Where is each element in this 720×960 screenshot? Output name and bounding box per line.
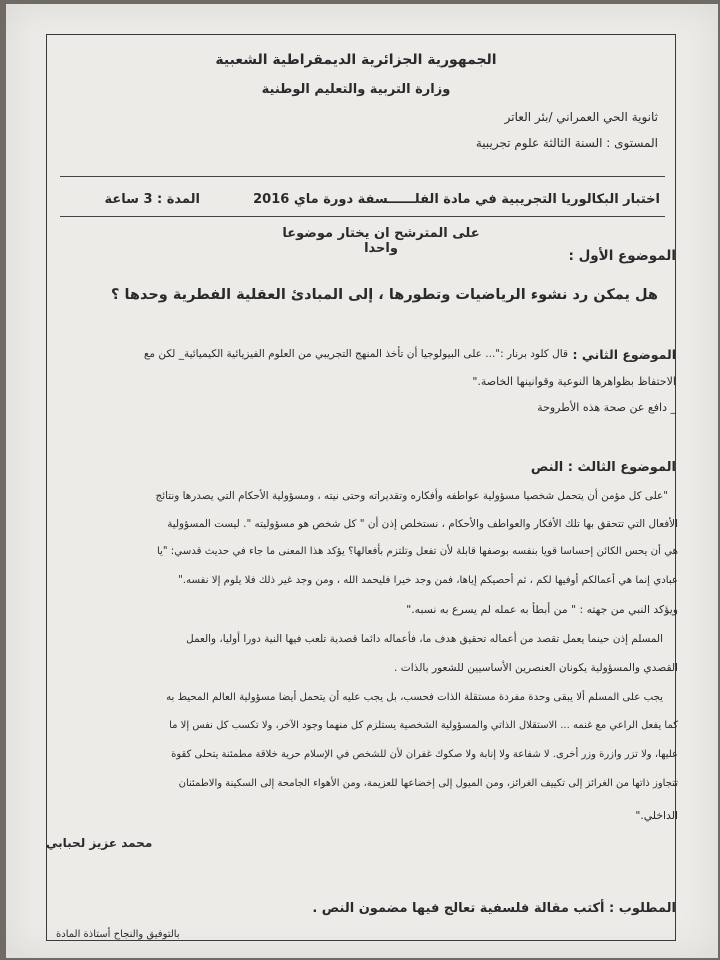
header-divider bbox=[60, 176, 665, 177]
exam-instruction: على المترشح ان يختار موضوعا واحدا bbox=[282, 226, 480, 256]
ministry-heading: وزارة التربية والتعليم الوطنية bbox=[261, 82, 451, 97]
topic2-task: _ دافع عن صحة هذه الأطروحة bbox=[537, 401, 676, 414]
essay-task: المطلوب : أكتب مقالة فلسفية تعالج فيها مضمون النص . bbox=[312, 901, 676, 916]
topic3-text-line: هي أن يحس الكائن إحساسا قويا بنفسه بوصفها قابلة لأن تفعل وتلتزم بأفعالها؟ يؤكد هذا المعنى ما جاء في حديث قدسي: "يا bbox=[156, 546, 678, 557]
topic1-question: هل يمكن رد نشوء الرياضيات وتطورها ، إلى المبادئ العقلية الفطرية وحدها ؟ bbox=[111, 287, 658, 303]
exam-title: اختبار البكالوريا التجريبية في مادة الفلــــــسفة دورة ماي 2016 bbox=[253, 192, 660, 207]
topic3-text-line: عبادي إنما هي أعمالكم أوفيها لكم ، ثم أحصيكم إياها، فمن وجد خيرا فليحمد الله ، ومن وجد غير ذلك فلا يلوم إلا نفسه." bbox=[178, 575, 678, 586]
topic3-text-line: الأفعال التي تتحقق بها تلك الأفكار والعواطف والأحكام ، نستخلص إذن أن " كل شخص هو مسؤوليته ". ليست المسؤولية bbox=[167, 518, 678, 530]
topic3-text-line: "على كل مؤمن أن يتحمل شخصيا مسؤولية عواطفه وأفكاره وتقديراته وحتى نيته ، ومسؤولية الأحكام التي يصدرها ونتائج bbox=[155, 490, 668, 502]
topic3-text-line: تتجاوز ذاتها من الغرائز إلى تكييف الغرائز، ومن الميول إلى إخضاعها للعزيمة، ومن الأهواء الجامحة إلى السكينة والاطمئنان bbox=[178, 778, 678, 789]
paper-sheet bbox=[6, 4, 718, 958]
topic1-heading: الموضوع الأول : bbox=[568, 248, 676, 264]
topic2-heading: الموضوع الثاني : bbox=[572, 347, 676, 362]
topic3-heading: الموضوع الثالث : النص bbox=[530, 460, 676, 475]
topic3-text-line: ويؤكد النبي من جهته : " من أبطأ به عمله لم يسرع به نسبه." bbox=[406, 603, 678, 616]
topic3-text-line: يجب على المسلم ألا يبقى وحدة مفردة مستقلة الذات فحسب، بل يجب عليه أن يتحمل أيضا مسؤولية العالم المحيط به bbox=[166, 692, 663, 703]
school-name: ثانوية الحي العمراني /بئر العاتر bbox=[504, 110, 658, 124]
topic2-text-line1: قال كلود برنار :"... على البيولوجيا أن تأخذ المنهج التجريبي من العلوم الفيزيائية الكيميائية_ لكن مع bbox=[143, 348, 568, 360]
topic3-text-line: عليها، ولا تزر وازرة وزر أخرى. لا شفاعة ولا إنابة ولا صكوك غفران لأن للشخص في الإسلام حرية خلاقة مطمئنة يتحلى كقوة bbox=[171, 749, 678, 760]
text-author: محمد عزيز لحبابي bbox=[46, 836, 153, 850]
level-line: المستوى : السنة الثالثة علوم تجريبية bbox=[475, 136, 658, 150]
exam-duration: المدة : 3 ساعة bbox=[104, 192, 200, 207]
republic-heading: الجمهورية الجزائرية الديمقراطية الشعبية bbox=[215, 52, 497, 68]
page-border bbox=[46, 34, 676, 941]
topic3-text-line: كما يفعل الراعي مع غنمه ... الاستقلال الذاتي والمسؤولية الشخصية يستلزم كل منهما وجود الآخر، ولا تكسب كل نفس إلا ما bbox=[169, 720, 678, 731]
topic3-text-line: الداخلي." bbox=[635, 809, 678, 822]
teacher-signoff: بالتوفيق والنجاح أستاذة المادة bbox=[56, 929, 180, 940]
topic3-text-line: المسلم إذن حينما يعمل تقصد من أعماله تحقيق هدف ما، فأعماله دائما قصدية تلعب فيها النية دورا أوليا، والعمل bbox=[186, 633, 663, 645]
title-divider bbox=[60, 216, 665, 217]
topic3-text-line: القصدي والمسؤولية يكونان العنصرين الأساسيين للشعور بالذات . bbox=[393, 662, 678, 674]
topic2-text-line2: الاحتفاظ بظواهرها النوعية وقوانينها الخاصة." bbox=[472, 375, 676, 388]
